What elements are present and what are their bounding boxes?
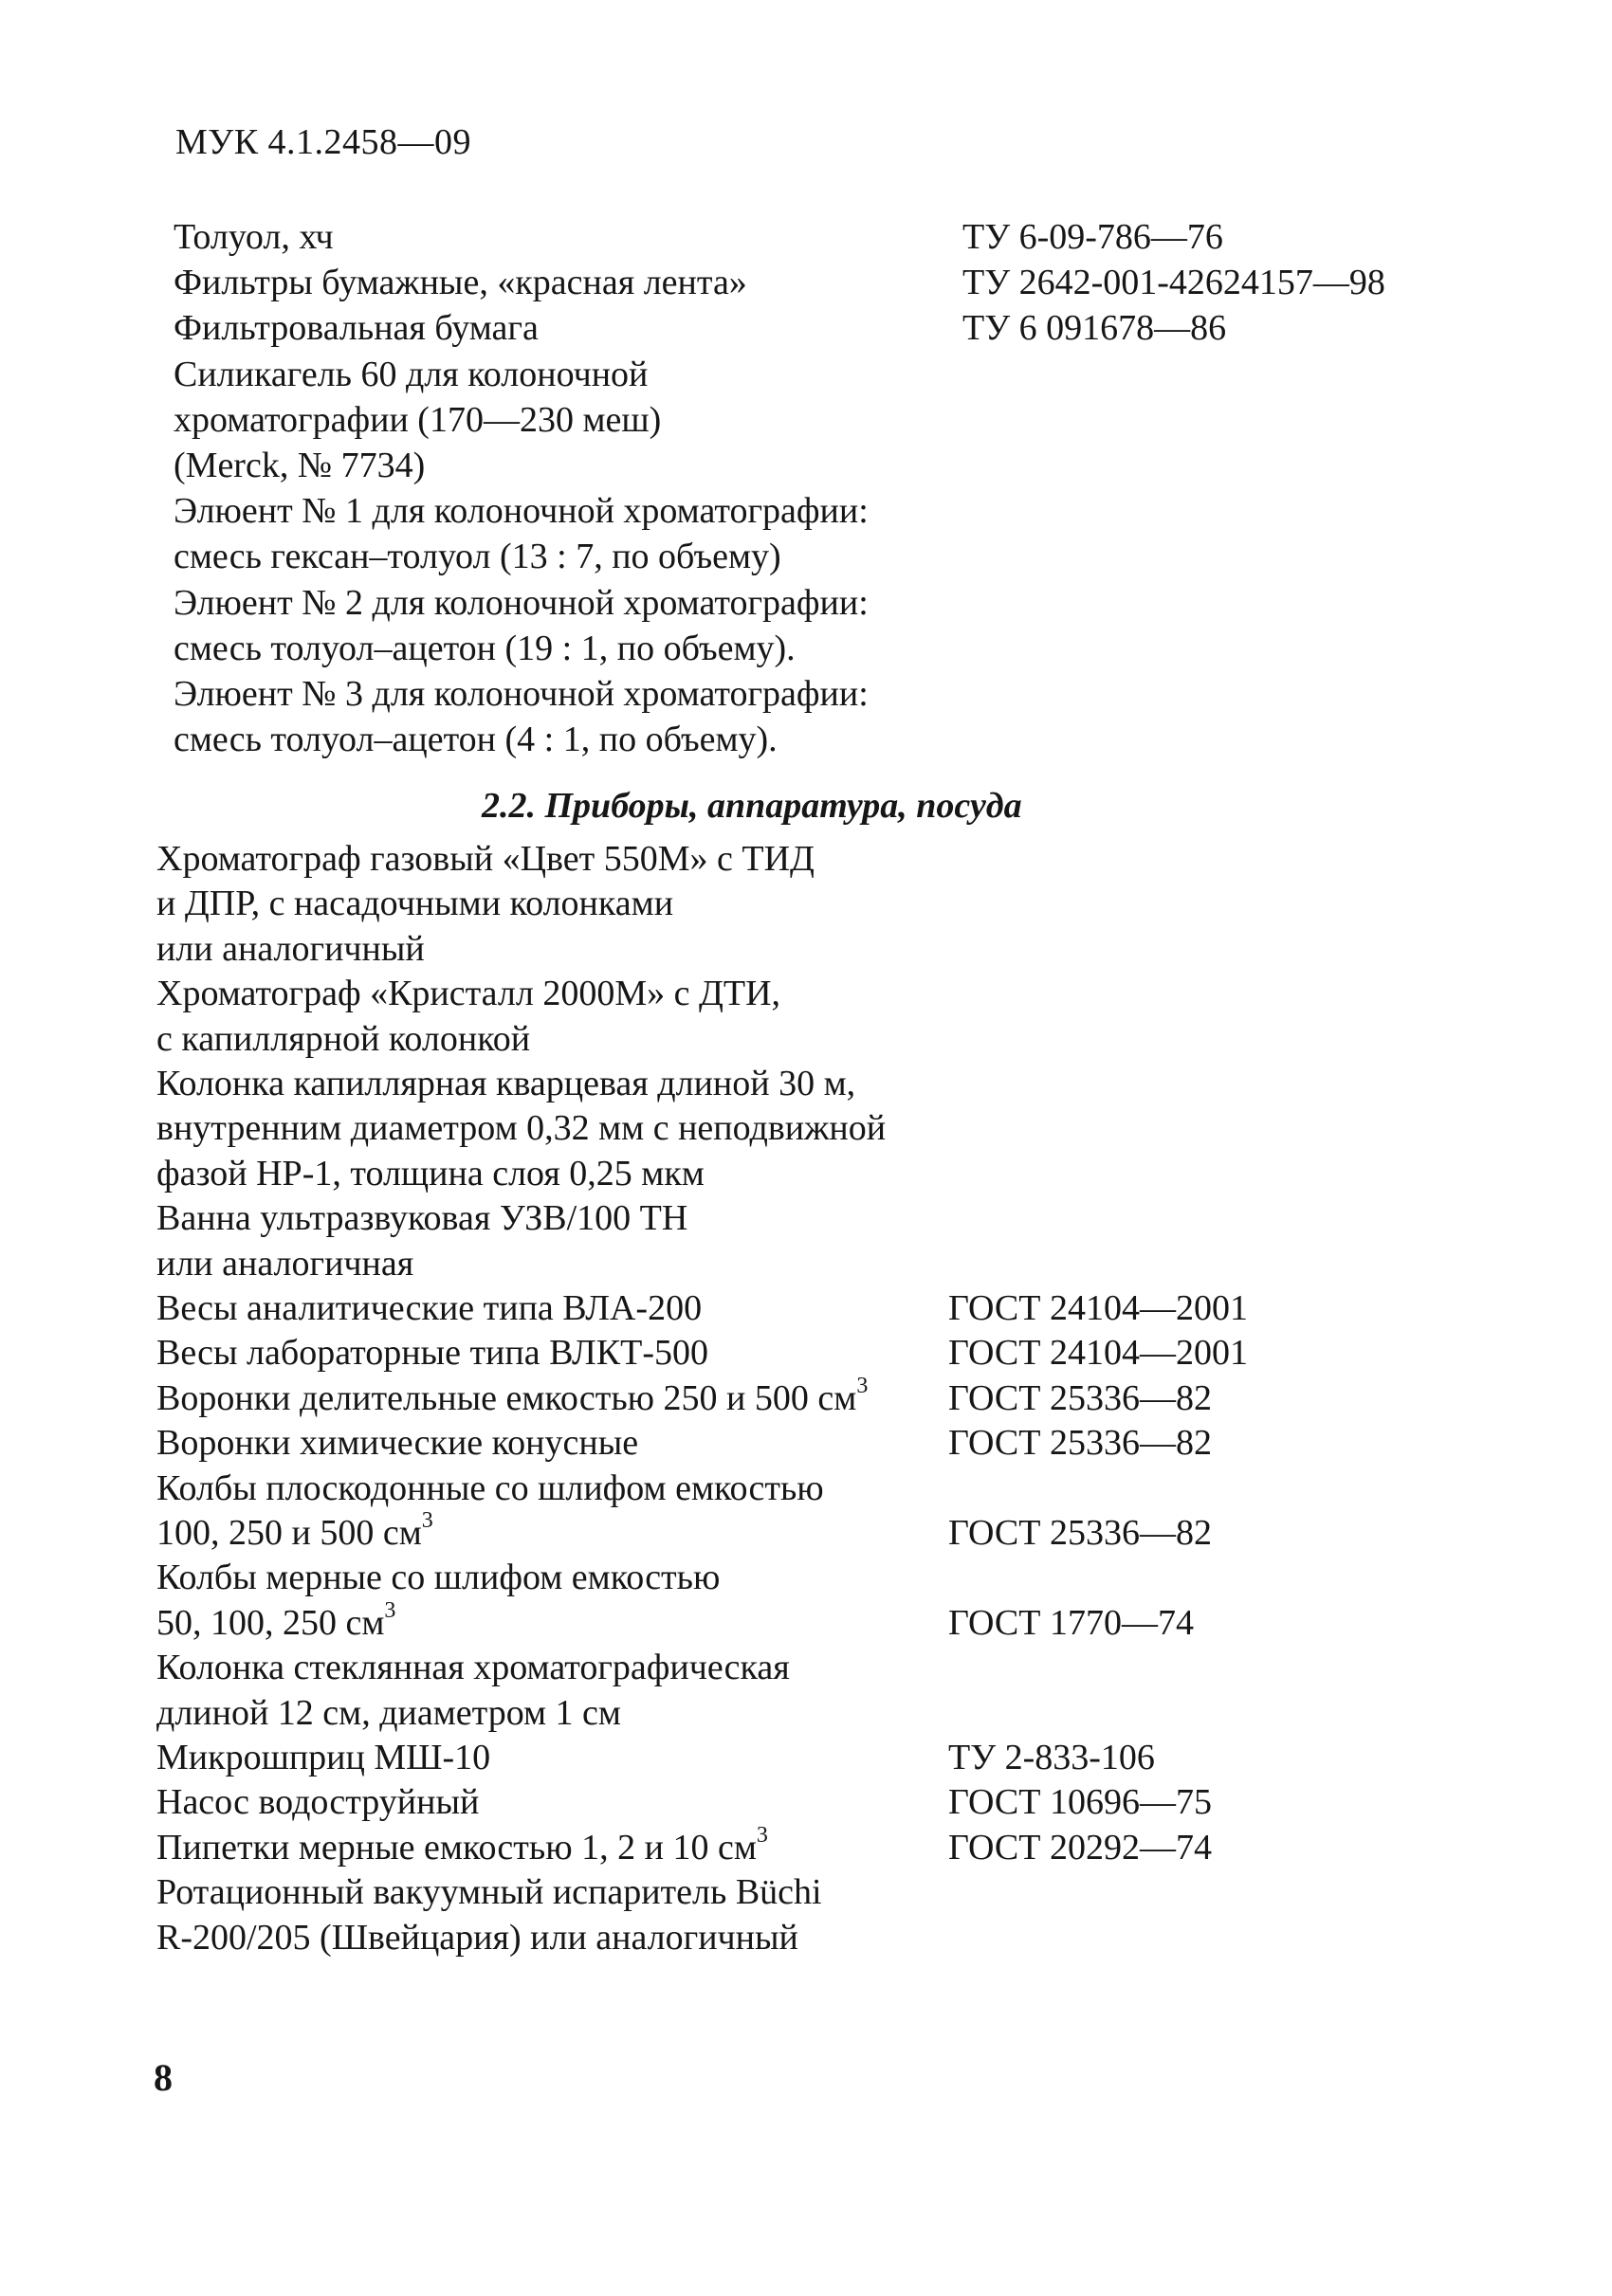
item-name-text: смесь толуол–ацетон (4 : 1, по объему). (174, 720, 778, 760)
list-item (0, 717, 1612, 762)
superscript: 3 (384, 1598, 396, 1624)
item-standard: ТУ 6-09-786—76 (962, 217, 1223, 257)
list-item (0, 1105, 1612, 1151)
list-item (0, 926, 1612, 972)
item-name (156, 1735, 490, 1780)
item-name-text: Микрошприц МШ-10 (156, 1738, 491, 1777)
item-name-text: внутренним диаметром 0,32 мм с неподвижной (156, 1108, 887, 1149)
item-name-text: Ротационный вакуумный испаритель Büchi (156, 1872, 822, 1913)
item-name-text: 100, 250 и 500 см (156, 1513, 422, 1553)
list-item (0, 352, 1612, 397)
item-name-text: хроматографии (170—230 меш) (174, 399, 662, 440)
item-name (156, 1600, 395, 1646)
item-name-text: Хроматограф газовый «Цвет 550М» с ТИД (156, 839, 815, 879)
list-item (0, 1195, 1612, 1241)
item-name (174, 488, 869, 534)
item-name (156, 1869, 822, 1915)
item-name-text: Весы лабораторные типа ВЛКТ-500 (156, 1333, 708, 1374)
item-name-text: Ванна ультразвуковая УЗВ/100 ТН (156, 1198, 688, 1239)
list-item (0, 580, 1612, 626)
list-item (0, 1510, 1612, 1556)
item-name-text: Хроматограф «Кристалл 2000М» с ДТИ, (156, 974, 781, 1014)
item-name (156, 1330, 708, 1376)
item-name (156, 1241, 413, 1286)
item-name (156, 1285, 702, 1331)
list-item (0, 1376, 1612, 1421)
item-standard: ТУ 6 091678—86 (962, 308, 1227, 349)
item-name-text: Воронки делительные емкостью 250 и 500 см (156, 1377, 857, 1418)
list-item (0, 1555, 1612, 1600)
item-name (174, 717, 778, 762)
item-name (156, 1151, 705, 1196)
item-name-text: Весы аналитические типа ВЛА-200 (156, 1288, 703, 1328)
item-name (174, 443, 425, 488)
item-standard: ТУ 2-833-106 (948, 1738, 1155, 1777)
section-heading: 2.2. Приборы, аппаратура, посуда (482, 786, 1022, 826)
superscript: 3 (756, 1823, 768, 1849)
item-name-text: Насос водоструйный (156, 1782, 480, 1823)
item-name-text: (Merck, № 7734) (174, 446, 426, 485)
list-item (0, 1600, 1612, 1646)
list-item (0, 1825, 1612, 1870)
item-name (156, 1915, 798, 1960)
item-name (156, 1466, 824, 1511)
item-name-text: Элюент № 2 для колоночной хроматографии: (174, 582, 869, 623)
list-item (0, 214, 1612, 260)
list-item (0, 671, 1612, 717)
item-name-text: смесь гексан–толуол (13 : 7, по объему) (174, 537, 781, 577)
item-name-text: 50, 100, 250 см (156, 1602, 385, 1643)
list-item (0, 1466, 1612, 1511)
item-standard: ГОСТ 25336—82 (948, 1513, 1212, 1553)
item-name-text: Колбы плоскодонные со шлифом емкостью (156, 1467, 824, 1508)
item-name-text: Толуол, хч (174, 217, 334, 257)
item-name-text: Пипетки мерные емкостью 1, 2 и 10 см (156, 1827, 757, 1868)
item-name (156, 836, 815, 882)
item-name (156, 1105, 886, 1151)
item-standard: ГОСТ 25336—82 (948, 1377, 1212, 1418)
item-name-text: фазой HP-1, толщина слоя 0,25 мкм (156, 1153, 705, 1194)
list-item (0, 534, 1612, 579)
item-name-text: Воронки химические конусные (156, 1423, 639, 1464)
item-name (156, 1825, 768, 1870)
list-item (0, 1735, 1612, 1780)
list-item (0, 1016, 1612, 1062)
item-name (156, 1420, 638, 1466)
item-name-text: смесь толуол–ацетон (19 : 1, по объему). (174, 628, 796, 668)
item-name-text: Фильтры бумажные, «красная лента» (174, 263, 747, 303)
item-standard: ТУ 2642-001-42624157—98 (962, 263, 1385, 303)
item-name-text: Колонка стеклянная хроматографическая (156, 1648, 790, 1688)
item-name-text: с капиллярной колонкой (156, 1018, 531, 1059)
item-name-text: Колонка капиллярная кварцевая длиной 30 м, (156, 1064, 856, 1103)
item-name (156, 1376, 868, 1421)
list-item (0, 626, 1612, 671)
item-name (174, 397, 661, 443)
superscript: 3 (421, 1508, 433, 1534)
item-name (156, 971, 780, 1016)
page-number: 8 (154, 2056, 173, 2099)
list-item (0, 1779, 1612, 1825)
item-name (156, 1690, 621, 1736)
item-name (156, 1016, 530, 1062)
item-standard: ГОСТ 10696—75 (948, 1782, 1212, 1823)
item-standard: ГОСТ 20292—74 (948, 1827, 1212, 1868)
item-name-text: Элюент № 1 для колоночной хроматографии: (174, 491, 869, 532)
item-name (174, 305, 539, 351)
item-name (156, 1061, 855, 1106)
item-standard: ГОСТ 1770—74 (948, 1602, 1194, 1643)
list-item (0, 1285, 1612, 1331)
list-item (0, 1869, 1612, 1915)
list-item (0, 397, 1612, 443)
item-standard: ГОСТ 24104—2001 (948, 1333, 1248, 1374)
item-name (156, 1645, 790, 1690)
list-item (0, 1420, 1612, 1466)
list-item (0, 488, 1612, 534)
list-item (0, 1690, 1612, 1736)
item-name-text: Силикагель 60 для колоночной (174, 354, 649, 394)
item-name (174, 352, 648, 397)
item-standard: ГОСТ 24104—2001 (948, 1288, 1248, 1328)
list-item (0, 1330, 1612, 1376)
list-item (0, 1645, 1612, 1690)
item-name (156, 881, 673, 926)
item-name-text: R-200/205 (Швейцария) или аналогичный (156, 1917, 798, 1958)
item-name-text: и ДПР, с насадочными колонками (156, 884, 674, 924)
item-name (174, 671, 869, 717)
item-name-text: Фильтровальная бумага (174, 308, 539, 349)
item-name-text: Элюент № 3 для колоночной хроматографии: (174, 674, 869, 714)
item-name (174, 580, 869, 626)
item-standard: ГОСТ 25336—82 (948, 1423, 1212, 1464)
list-item (0, 1915, 1612, 1960)
item-name (174, 626, 796, 671)
list-item (0, 881, 1612, 926)
list-item (0, 305, 1612, 351)
document-header: МУК 4.1.2458—09 (175, 122, 472, 162)
item-name-text: или аналогичный (156, 928, 425, 969)
item-name-text: Колбы мерные со шлифом емкостью (156, 1558, 721, 1598)
item-name (156, 1779, 479, 1825)
list-item (0, 443, 1612, 488)
list-item (0, 1241, 1612, 1286)
item-name-text: или аналогичная (156, 1243, 414, 1284)
item-name (174, 534, 781, 579)
item-name (156, 926, 425, 972)
list-item (0, 1151, 1612, 1196)
item-name (156, 1195, 687, 1241)
item-name (156, 1555, 720, 1600)
item-name (174, 260, 747, 305)
item-name (174, 214, 334, 260)
item-name (156, 1510, 433, 1556)
list-item (0, 1061, 1612, 1106)
list-item (0, 836, 1612, 882)
superscript: 3 (856, 1374, 869, 1399)
item-name-text: длиной 12 см, диаметром 1 см (156, 1692, 621, 1733)
list-item (0, 971, 1612, 1016)
list-item (0, 260, 1612, 305)
